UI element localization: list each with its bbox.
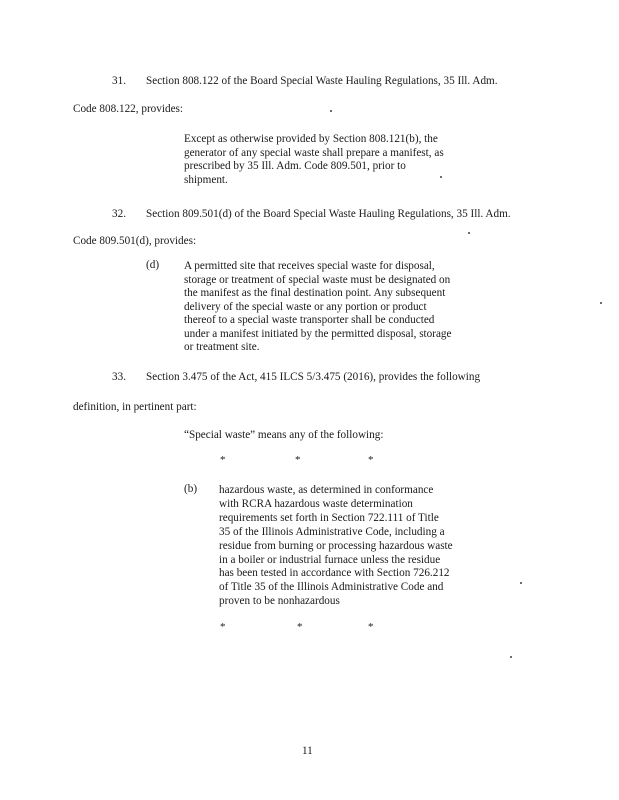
quote-line: hazardous waste, as determined in conformance: [219, 484, 434, 496]
scan-speck: [600, 302, 602, 304]
quote-line: under a manifest initiated by the permitted disposal, storage: [184, 327, 452, 340]
ellipsis-asterisk: *: [368, 454, 374, 466]
ellipsis-asterisk: *: [220, 621, 226, 633]
scan-speck: [330, 110, 332, 112]
block-quote: [219, 484, 453, 609]
quote-line: has been tested in accordance with Section 726.212: [219, 567, 450, 580]
quote-line: thereof to a special waste transporter shall be conducted: [184, 314, 435, 326]
definition-intro: “Special waste” means any of the following:: [184, 429, 384, 441]
quote-line: in a boiler or industrial furnace unless the residue: [219, 553, 441, 566]
ellipsis-asterisk: *: [220, 454, 226, 466]
paragraph-text: Section 808.122 of the Board Special Waste Hauling Regulations, 35 Ill. Adm.: [146, 75, 498, 87]
paragraph-text: definition, in pertinent part:: [73, 401, 197, 413]
paragraph-text: Code 809.501(d), provides:: [73, 235, 197, 247]
quote-line: the manifest as the final destination point. Any subsequent: [184, 287, 446, 299]
quote-line: delivery of the special waste or any portion or product: [184, 300, 427, 313]
paragraph-number: 33.: [112, 371, 126, 383]
ellipsis-asterisk: *: [297, 621, 303, 633]
paragraph-number: 31.: [112, 75, 126, 87]
paragraph-text: Section 3.475 of the Act, 415 ILCS 5/3.475 (2016), provides the following: [146, 371, 481, 383]
quote-label: (d): [146, 259, 160, 271]
scan-speck: [520, 582, 522, 584]
scan-speck: [440, 176, 442, 178]
scan-speck: [468, 232, 470, 234]
quote-line: residue from burning or processing hazardous waste: [219, 539, 453, 552]
paragraph-text: Section 809.501(d) of the Board Special Waste Hauling Regulations, 35 Ill. Adm.: [146, 208, 511, 220]
quote-label: (b): [184, 483, 198, 495]
scan-speck: [510, 656, 512, 658]
page-number: 11: [302, 745, 313, 757]
block-quote: [184, 260, 452, 355]
ellipsis-asterisk: *: [295, 454, 301, 466]
quote-line: with RCRA hazardous waste determination: [219, 497, 413, 510]
quote-line: prescribed by 35 Ill. Adm. Code 809.501, prior to: [184, 160, 406, 172]
quote-line: of Title 35 of the Illinois Administrative Code and: [219, 581, 444, 594]
quote-line: proven to be nonhazardous: [219, 595, 340, 608]
paragraph-number: 32.: [112, 208, 126, 220]
quote-line: storage or treatment of special waste must be designated on: [184, 273, 451, 286]
quote-line: shipment.: [184, 173, 228, 186]
quote-line: requirements set forth in Section 722.111 of Title: [219, 511, 439, 524]
quote-line: or treatment site.: [184, 341, 260, 353]
paragraph-text: Code 808.122, provides:: [73, 103, 184, 115]
quote-line: 35 of the Illinois Administrative Code, including a: [219, 525, 445, 538]
quote-line: generator of any special waste shall prepare a manifest, as: [184, 146, 444, 159]
quote-line: Except as otherwise provided by Section 808.121(b), the: [184, 133, 438, 145]
ellipsis-asterisk: *: [368, 621, 374, 633]
block-quote: [184, 133, 444, 187]
quote-line: A permitted site that receives special waste for disposal,: [184, 260, 435, 272]
